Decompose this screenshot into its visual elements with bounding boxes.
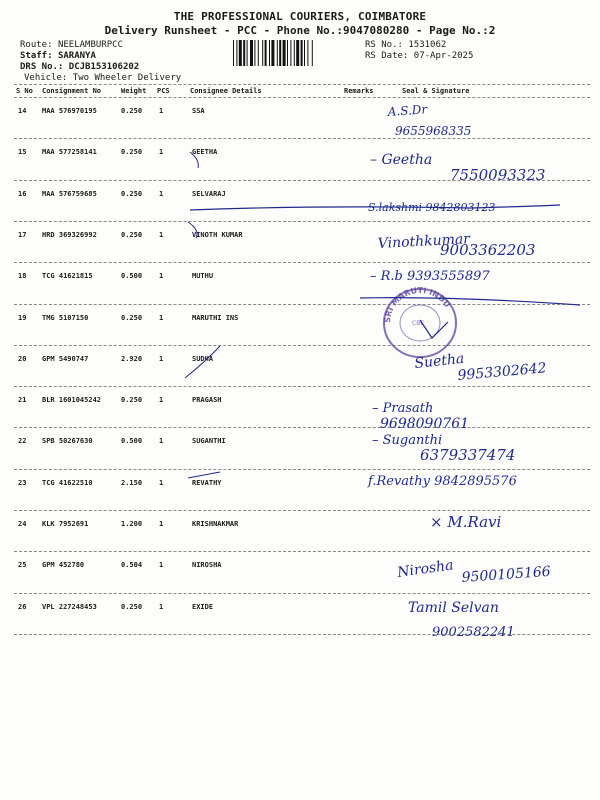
- hw-text: 9500105166: [461, 563, 552, 586]
- row-divider: [14, 634, 590, 635]
- row-divider: [14, 551, 590, 552]
- cell-consignment: MAA 576970195: [42, 107, 97, 115]
- vehicle-line: [24, 73, 181, 83]
- cell-consignment: TMG 5107150: [42, 313, 89, 322]
- hw-text: × M.Ravi: [430, 513, 502, 531]
- stamp-small-text: CBE: [412, 320, 425, 327]
- cell-consignee: SELVARAJ: [192, 189, 226, 198]
- barcode-bar: [301, 40, 303, 66]
- barcode-bar: [233, 40, 234, 66]
- cell-pcs: 1: [159, 107, 164, 115]
- row-divider: [14, 427, 590, 428]
- barcode-bar: [236, 40, 237, 66]
- hw-text: S.lakshmi 9842803123: [368, 201, 496, 214]
- row-divider: [14, 221, 590, 222]
- cell-weight: 0.250: [121, 230, 143, 239]
- cell-consignment: KLK 7952691: [42, 520, 89, 528]
- barcode-bar: [269, 40, 270, 66]
- barcode-bar: [296, 40, 299, 66]
- cell-sno: 15: [18, 148, 27, 157]
- barcode-bar: [283, 40, 286, 66]
- cell-consignee: REVATHY: [192, 478, 222, 487]
- hw-text: 9003362203: [440, 241, 536, 259]
- vehicle-value: Two Wheeler Delivery: [72, 73, 182, 83]
- table-row: [0, 306, 600, 347]
- cell-pcs: 1: [159, 354, 164, 363]
- hw-text: – Suganthi: [372, 433, 443, 448]
- cell-sno: 22: [18, 437, 27, 446]
- header-rule-bottom: [14, 97, 590, 98]
- table-row: [0, 347, 600, 388]
- cell-sno: 24: [18, 520, 27, 528]
- table-row: [0, 553, 600, 594]
- cell-consignee: MUTHU: [192, 272, 214, 281]
- cell-pcs: 1: [159, 313, 164, 322]
- col-remarks: Remarks: [344, 87, 374, 95]
- cell-consignment: VPL 227248453: [42, 602, 97, 611]
- rs-no-value: 1531062: [408, 40, 447, 50]
- hw-text: – Prasath: [372, 401, 434, 416]
- cell-weight: 0.250: [121, 396, 143, 405]
- cell-consignee: MARUTHI INS: [192, 313, 239, 322]
- hw-text: 7550093323: [450, 166, 546, 184]
- cell-consignee: KRISHNAKMAR: [192, 520, 239, 528]
- cell-pcs: 1: [159, 272, 164, 281]
- svg-text:SRI MARUTI INDU: [383, 286, 452, 323]
- cell-consignment: GPM 5490747: [42, 354, 89, 363]
- company-stamp: [370, 283, 470, 363]
- cell-consignment: TCG 41622510: [42, 478, 93, 487]
- route-value: NEELAMBURPCC: [57, 40, 123, 50]
- col-consignee: Consignee Details: [190, 87, 262, 95]
- barcode-bar: [271, 40, 274, 66]
- table-row: [0, 182, 600, 223]
- barcode-bar: [287, 40, 288, 66]
- barcode-bar: [262, 40, 263, 66]
- cell-consignment: GPM 452780: [42, 561, 85, 570]
- header-rule-top: [14, 84, 590, 85]
- cell-sno: 26: [18, 602, 27, 611]
- runsheet-subtitle: Delivery Runsheet - PCC - Phone No.:9047080280 - Page No.:2: [104, 24, 496, 37]
- staff-line: [20, 51, 96, 61]
- hw-text: – R.b 9393555897: [370, 269, 490, 284]
- drs-line: [20, 62, 139, 72]
- route-label: Route:: [20, 40, 53, 50]
- cell-pcs: 1: [159, 602, 164, 611]
- cell-consignment: MAA 576759685: [42, 189, 97, 198]
- cell-weight: 0.250: [121, 189, 143, 198]
- barcode-bar: [307, 40, 308, 66]
- table-row: [0, 264, 600, 305]
- vehicle-label: Vehicle:: [24, 73, 68, 83]
- cell-weight: 0.500: [121, 272, 143, 281]
- hw-text: A.S.Dr: [387, 102, 428, 119]
- cell-sno: 25: [18, 561, 27, 570]
- cell-pcs: 1: [159, 478, 164, 487]
- cell-consignment: BLR 1601045242: [42, 396, 102, 405]
- barcode-bar: [258, 40, 259, 66]
- cell-consignee: VINOTH KUMAR: [192, 230, 243, 239]
- cell-weight: 0.500: [121, 437, 143, 446]
- cell-consignment: TCG 41621815: [42, 272, 93, 281]
- col-weight: Weight: [121, 87, 147, 95]
- cell-weight: 0.250: [121, 313, 143, 322]
- cell-sno: 16: [18, 189, 27, 198]
- cell-weight: 0.250: [121, 148, 143, 157]
- barcode-bar: [277, 40, 278, 66]
- staff-label: Staff:: [20, 51, 53, 61]
- barcode-bar: [312, 40, 313, 66]
- row-divider: [14, 510, 590, 511]
- hw-text: 9698090761: [380, 416, 470, 432]
- col-sno: S No: [16, 87, 33, 95]
- row-divider: [14, 345, 590, 346]
- table-row: [0, 388, 600, 429]
- hw-text: Vinothkumar: [377, 231, 471, 252]
- cell-weight: 2.920: [121, 354, 143, 363]
- cell-consignee: PRAGASH: [192, 396, 222, 405]
- barcode-bar: [304, 40, 305, 66]
- hw-text: 6379337474: [420, 446, 516, 464]
- cell-weight: 0.250: [121, 602, 143, 611]
- cell-sno: 18: [18, 272, 27, 281]
- cell-sno: 20: [18, 354, 27, 363]
- rs-date-label: RS Date:: [365, 51, 409, 61]
- table-row: [0, 140, 600, 181]
- rs-date-value: 07-Apr-2025: [413, 51, 474, 61]
- table-row: [0, 595, 600, 636]
- table-row: [0, 512, 600, 553]
- cell-sno: 14: [18, 107, 27, 115]
- cell-consignment: MAA 577258141: [42, 148, 97, 157]
- col-pcs: PCS: [157, 87, 170, 95]
- cell-pcs: 1: [159, 437, 164, 446]
- cell-sno: 23: [18, 478, 27, 487]
- barcode-bar: [239, 40, 242, 66]
- stamp-text: SRI MARUTI INDU: [382, 285, 452, 324]
- hw-text: Suetha: [413, 350, 466, 372]
- cell-consignee: SUGANTHI: [192, 437, 226, 446]
- cell-weight: 0.250: [121, 107, 143, 115]
- cell-weight: 1.200: [121, 520, 143, 528]
- cell-pcs: 1: [159, 561, 164, 570]
- row-divider: [14, 593, 590, 594]
- cell-pcs: 1: [159, 189, 164, 198]
- barcode-bar: [265, 40, 267, 66]
- table-row: [0, 99, 600, 140]
- company-title: THE PROFESSIONAL COURIERS, COIMBATORE: [173, 10, 427, 23]
- hw-text: 9953302642: [456, 360, 548, 384]
- staff-value: SARANYA: [57, 51, 96, 61]
- row-divider: [14, 180, 590, 181]
- drs-value: DCJB153106202: [68, 62, 140, 72]
- hw-text: 9002582241: [432, 625, 515, 640]
- rs-no-label: RS No.:: [365, 40, 403, 50]
- table-row: [0, 471, 600, 512]
- cell-consignee: EXIDE: [192, 602, 214, 611]
- row-divider: [14, 138, 590, 139]
- cell-consignee: SUDHA: [192, 354, 214, 363]
- drs-label: DRS No.:: [20, 62, 64, 72]
- barcode-bar: [294, 40, 295, 66]
- rs-no-line: [365, 40, 446, 50]
- route-line: [20, 40, 123, 50]
- col-seal: Seal & Signature: [402, 87, 470, 95]
- cell-pcs: 1: [159, 230, 164, 239]
- barcode-bar: [290, 40, 291, 66]
- cell-consignee: SSA: [192, 107, 205, 115]
- cell-consignee: NIROSHA: [192, 561, 222, 570]
- cell-pcs: 1: [159, 396, 164, 405]
- row-divider: [14, 386, 590, 387]
- cell-consignment: SPB 50267630: [42, 437, 93, 446]
- hw-text: Nirosha: [396, 557, 455, 581]
- cell-sno: 17: [18, 230, 27, 239]
- cell-consignee: GEETHA: [192, 148, 218, 157]
- row-divider: [14, 469, 590, 470]
- barcode-bar: [247, 40, 248, 66]
- cell-sno: 21: [18, 396, 27, 405]
- barcode-bar: [279, 40, 281, 66]
- hw-text: f.Revathy 9842895576: [368, 474, 517, 489]
- table-row: [0, 429, 600, 470]
- barcode-bar: [254, 40, 255, 66]
- cell-consignment: HRD 369326992: [42, 230, 97, 239]
- hw-text: 9655968335: [395, 124, 472, 138]
- row-divider: [14, 304, 590, 305]
- cell-weight: 0.504: [121, 561, 143, 570]
- table-row: [0, 223, 600, 264]
- hw-text: Tamil Selvan: [408, 600, 499, 616]
- barcode: [233, 40, 355, 66]
- cell-weight: 2.150: [121, 478, 143, 487]
- row-divider: [14, 262, 590, 263]
- col-consignment: Consignment No: [42, 87, 102, 95]
- rs-date-line: [365, 51, 473, 61]
- barcode-bar: [243, 40, 245, 66]
- cell-sno: 19: [18, 313, 27, 322]
- cell-pcs: 1: [159, 520, 164, 528]
- barcode-bar: [250, 40, 253, 66]
- cell-pcs: 1: [159, 148, 164, 157]
- hw-text: – Geetha: [370, 152, 433, 168]
